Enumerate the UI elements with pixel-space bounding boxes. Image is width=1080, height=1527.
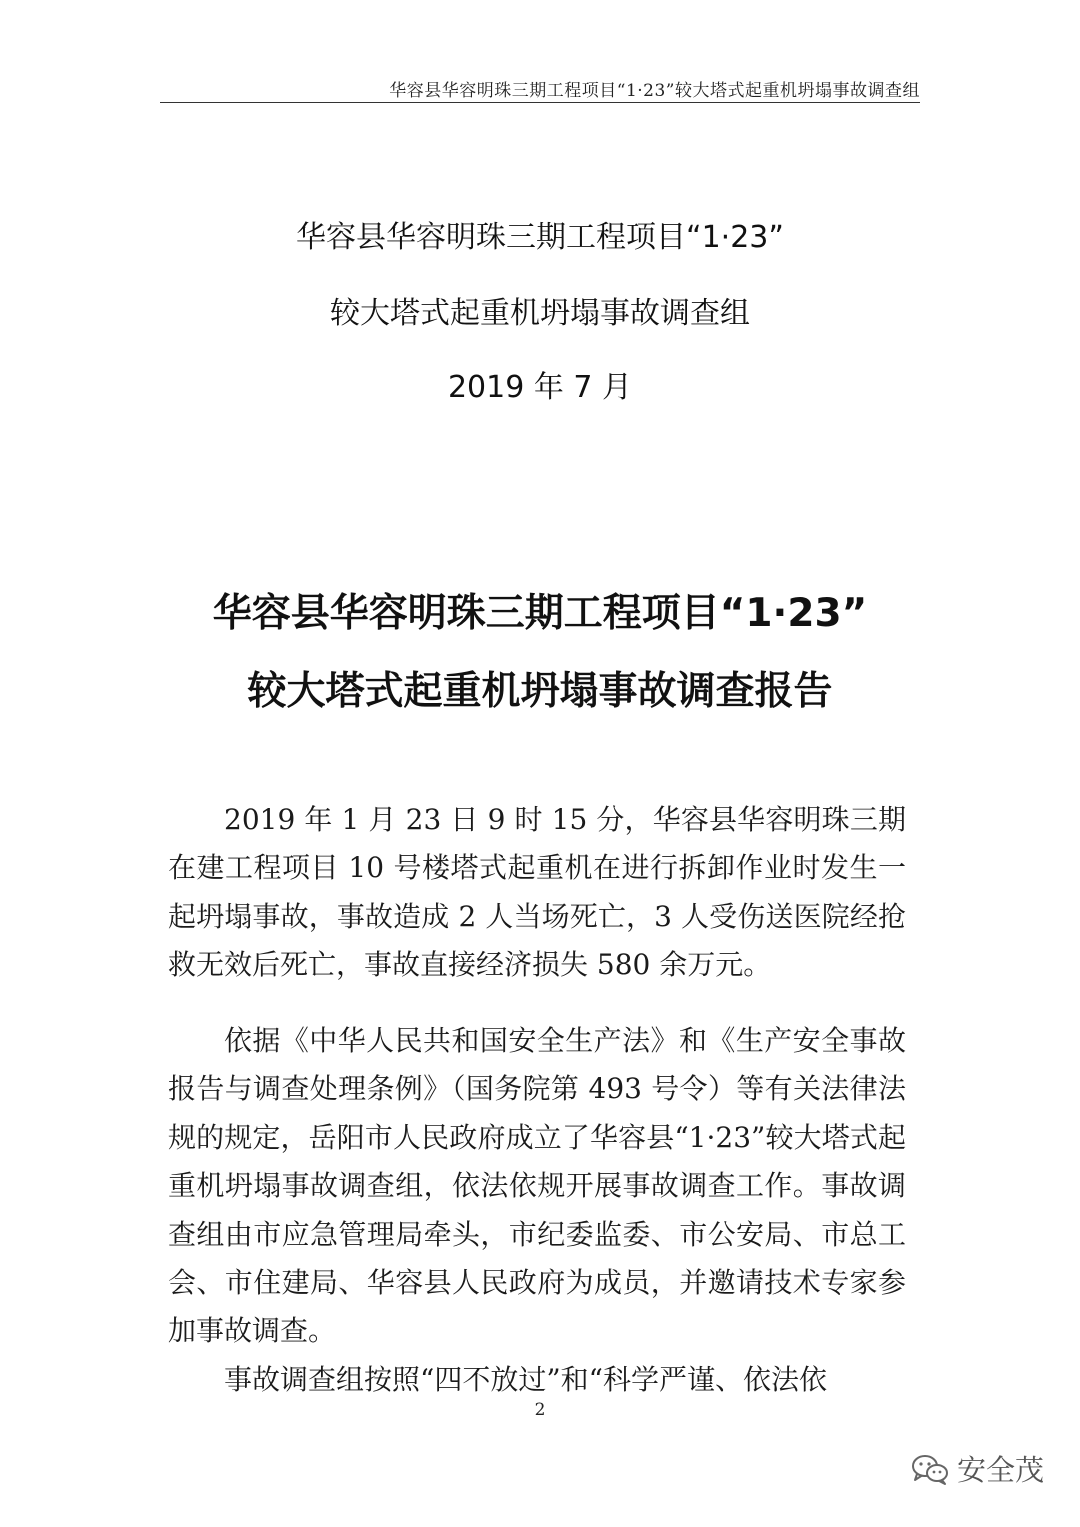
report-title-line-1: 华容县华容明珠三期工程项目“1·23” [212,591,868,636]
paragraph-text: 依据《中华人民共和国安全生产法》和《生产安全事故报告与调查处理条例》（国务院第 493 号令）等有关法律法规的规定，岳阳市人民政府成立了华容县“1·23”较大塔式起重机坍塌事故调查组，依法依规开展事故调查工作。事故调查组由市应急管理局牵头，市纪委监委、市公安局、市总工会、市住建局、华容县人民政府为成员，并邀请技术专家参加事故调查。 [168,1024,906,1348]
paragraph-text: 2019 年 1 月 23 日 9 时 15 分，华容县华容明珠三期在建工程项目 10 号楼塔式起重机在进行拆卸作业时发生一起坍塌事故，事故造成 2 人当场死亡，3 人受伤送医院经抢救无效后死亡，事故直接经济损失 580 余万元。 [168,803,906,982]
cover-date: 2019 年 7 月 [447,370,633,405]
cover-title-line-2: 较大塔式起重机坍塌事故调查组 [330,296,750,331]
wechat-icon [911,1453,949,1485]
cover-title-line-1: 华容县华容明珠三期工程项目“1·23” [296,220,784,255]
report-title-line-2: 较大塔式起重机坍塌事故调查报告 [247,669,833,714]
body-paragraph-1 [168,796,906,990]
header-rule [160,102,920,103]
watermark [911,1448,1044,1489]
paragraph-text: 事故调查组按照“四不放过”和“科学严谨、依法依 [224,1363,827,1396]
body-paragraph-3 [168,1356,906,1404]
page-number: 2 [534,1400,546,1420]
body-paragraph-2 [168,1017,906,1356]
running-header: 华容县华容明珠三期工程项目“1·23”较大塔式起重机坍塌事故调查组 [389,81,920,101]
watermark-text: 安全茂 [956,1453,1044,1487]
